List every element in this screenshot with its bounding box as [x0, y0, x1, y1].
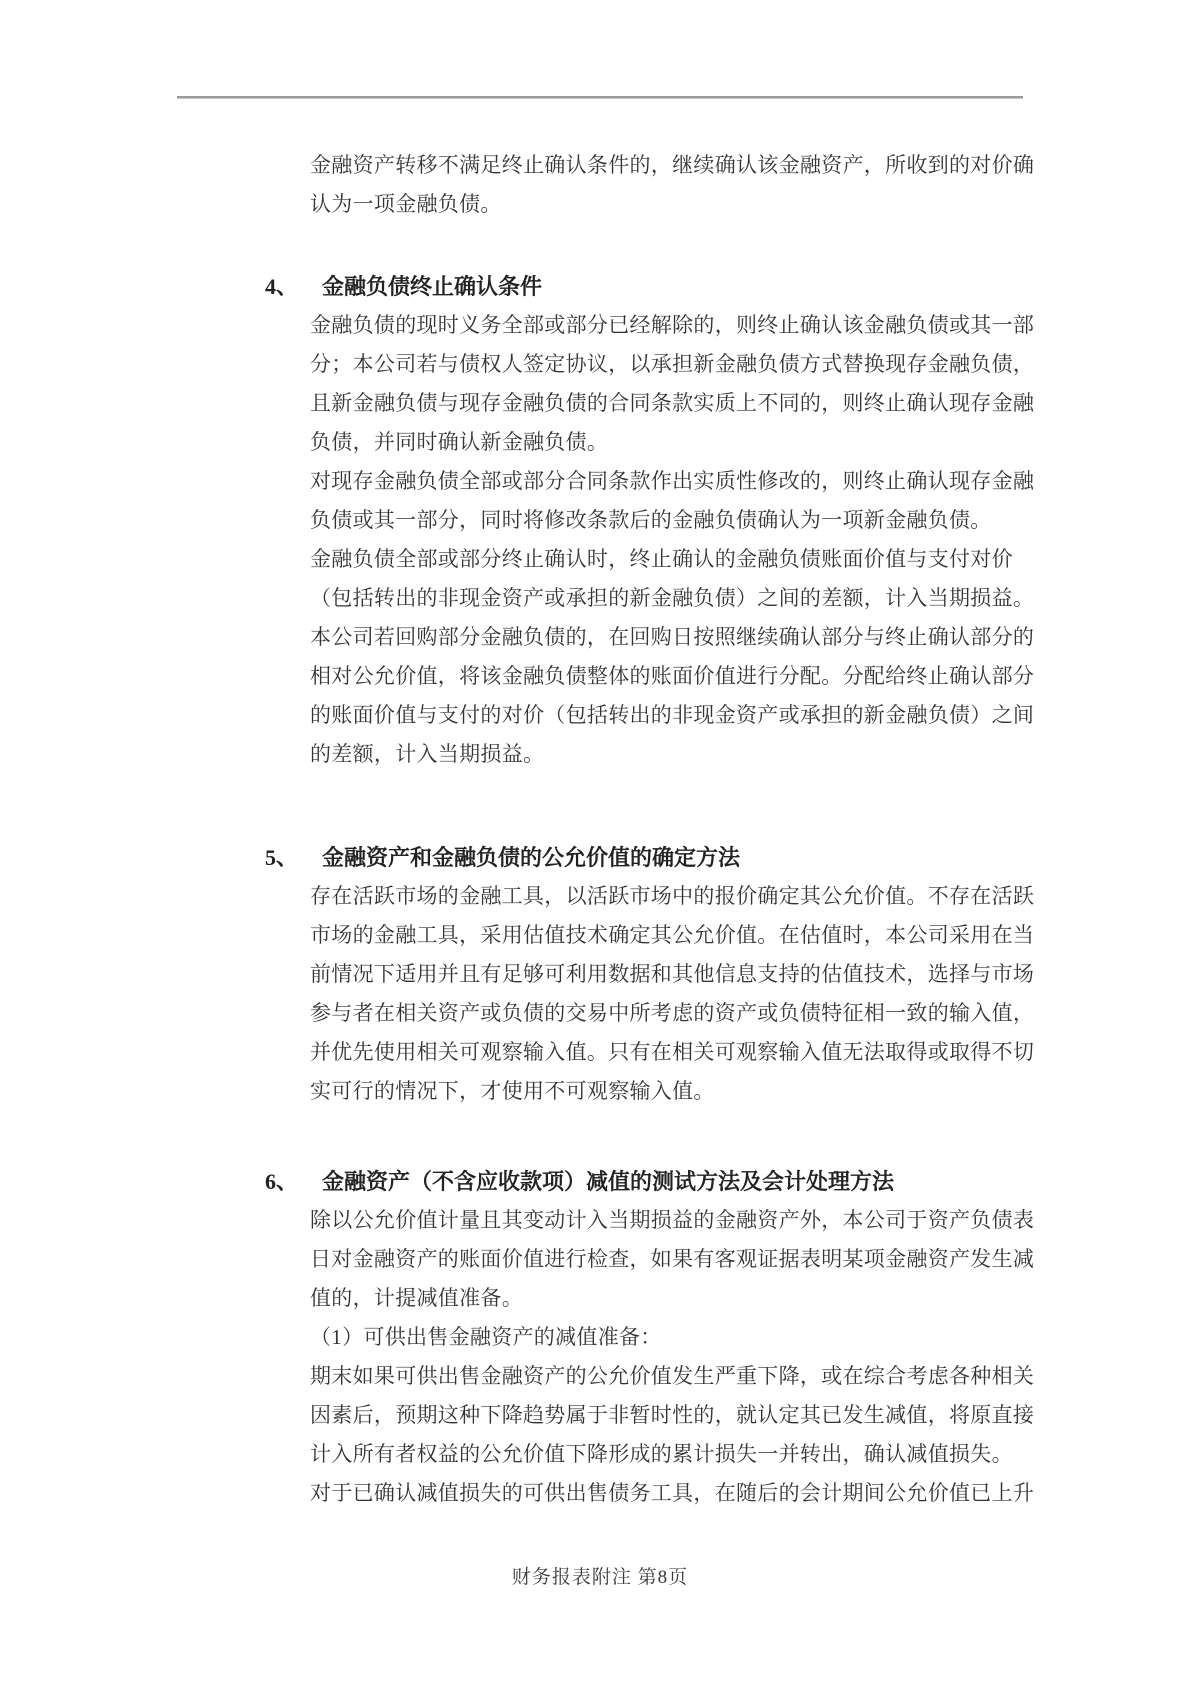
- text-line: 的差额，计入当期损益。: [310, 742, 545, 766]
- text-line: （包括转出的非现金资产或承担的新金融负债）之间的差额，计入当期损益。: [310, 586, 1035, 610]
- text-line: 相对公允价值，将该金融负债整体的账面价值进行分配。分配给终止确认部分: [310, 664, 1035, 688]
- text-line: 市场的金融工具，采用估值技术确定其公允价值。在估值时，本公司采用在当: [310, 923, 1035, 947]
- text-line: 存在活跃市场的金融工具，以活跃市场中的报价确定其公允价值。不存在活跃: [310, 884, 1035, 908]
- section-4-body: [310, 306, 1035, 774]
- section-6: [265, 1162, 1035, 1513]
- text-line: 的账面价值与支付的对价（包括转出的非现金资产或承担的新金融负债）之间: [310, 703, 1035, 727]
- text-line: 参与者在相关资产或负债的交易中所考虑的资产或负债特征相一致的输入值，: [310, 1001, 1035, 1025]
- text-line: 本公司若回购部分金融负债的，在回购日按照继续确认部分与终止确认部分的: [310, 625, 1035, 649]
- section-5-body: [310, 877, 1035, 1111]
- section-6-number: 6、: [265, 1169, 299, 1194]
- text-line: （1）可供出售金融资产的减值准备：: [310, 1325, 662, 1349]
- text-line: 负债或其一部分，同时将修改条款后的金融负债确认为一项新金融负债。: [310, 508, 992, 532]
- text-line: 除以公允价值计量且其变动计入当期损益的金融资产外，本公司于资产负债表: [310, 1208, 1035, 1232]
- section-6-body: [310, 1201, 1035, 1513]
- text-line: 分；本公司若与债权人签定协议，以承担新金融负债方式替换现存金融负债，: [310, 352, 1035, 376]
- section-6-title: 金融资产（不含应收款项）减值的测试方法及会计处理方法: [322, 1169, 895, 1194]
- text-line: 计入所有者权益的公允价值下降形成的累计损失一并转出，确认减值损失。: [310, 1442, 1013, 1466]
- section-4-title: 金融负债终止确认条件: [322, 274, 543, 299]
- section-5-number: 5、: [265, 845, 299, 870]
- text-line: 实可行的情况下，才使用不可观察输入值。: [310, 1079, 715, 1103]
- section-5-title: 金融资产和金融负债的公允价值的确定方法: [322, 845, 741, 870]
- section-4-number: 4、: [265, 274, 299, 299]
- section-5-heading: [265, 838, 1030, 877]
- text-line: 金融负债全部或部分终止确认时，终止确认的金融负债账面价值与支付对价: [310, 547, 1013, 571]
- text-line: 对现存金融负债全部或部分合同条款作出实质性修改的，则终止确认现存金融: [310, 469, 1035, 493]
- section-6-heading: [265, 1162, 1030, 1201]
- page-footer: 财务报表附注 第8页: [511, 1567, 689, 1588]
- text-line: 值的，计提减值准备。: [310, 1286, 523, 1310]
- intro-paragraph: [310, 146, 1035, 224]
- section-5: [265, 838, 1035, 1111]
- text-line: 金融资产转移不满足终止确认条件的，继续确认该金融资产，所收到的对价确: [310, 153, 1035, 177]
- text-line: 且新金融负债与现存金融负债的合同条款实质上不同的，则终止确认现存金融: [310, 391, 1035, 415]
- text-line: 对于已确认减值损失的可供出售债务工具，在随后的会计期间公允价值已上升: [310, 1481, 1035, 1505]
- text-line: 并优先使用相关可观察输入值。只有在相关可观察输入值无法取得或取得不切: [310, 1040, 1035, 1064]
- section-4-heading: [265, 267, 1030, 306]
- text-line: 认为一项金融负债。: [310, 192, 502, 216]
- text-line: 负债，并同时确认新金融负债。: [310, 430, 609, 454]
- text-line: 金融负债的现时义务全部或部分已经解除的，则终止确认该金融负债或其一部: [310, 313, 1035, 337]
- text-line: 因素后，预期这种下降趋势属于非暂时性的，就认定其已发生减值，将原直接: [310, 1403, 1035, 1427]
- header-rule: [177, 96, 1023, 99]
- text-line: 期末如果可供出售金融资产的公允价值发生严重下降，或在综合考虑各种相关: [310, 1364, 1035, 1388]
- section-4: [265, 267, 1035, 774]
- text-line: 日对金融资产的账面价值进行检查，如果有客观证据表明某项金融资产发生减: [310, 1247, 1035, 1271]
- text-line: 前情况下适用并且有足够可利用数据和其他信息支持的估值技术，选择与市场: [310, 962, 1035, 986]
